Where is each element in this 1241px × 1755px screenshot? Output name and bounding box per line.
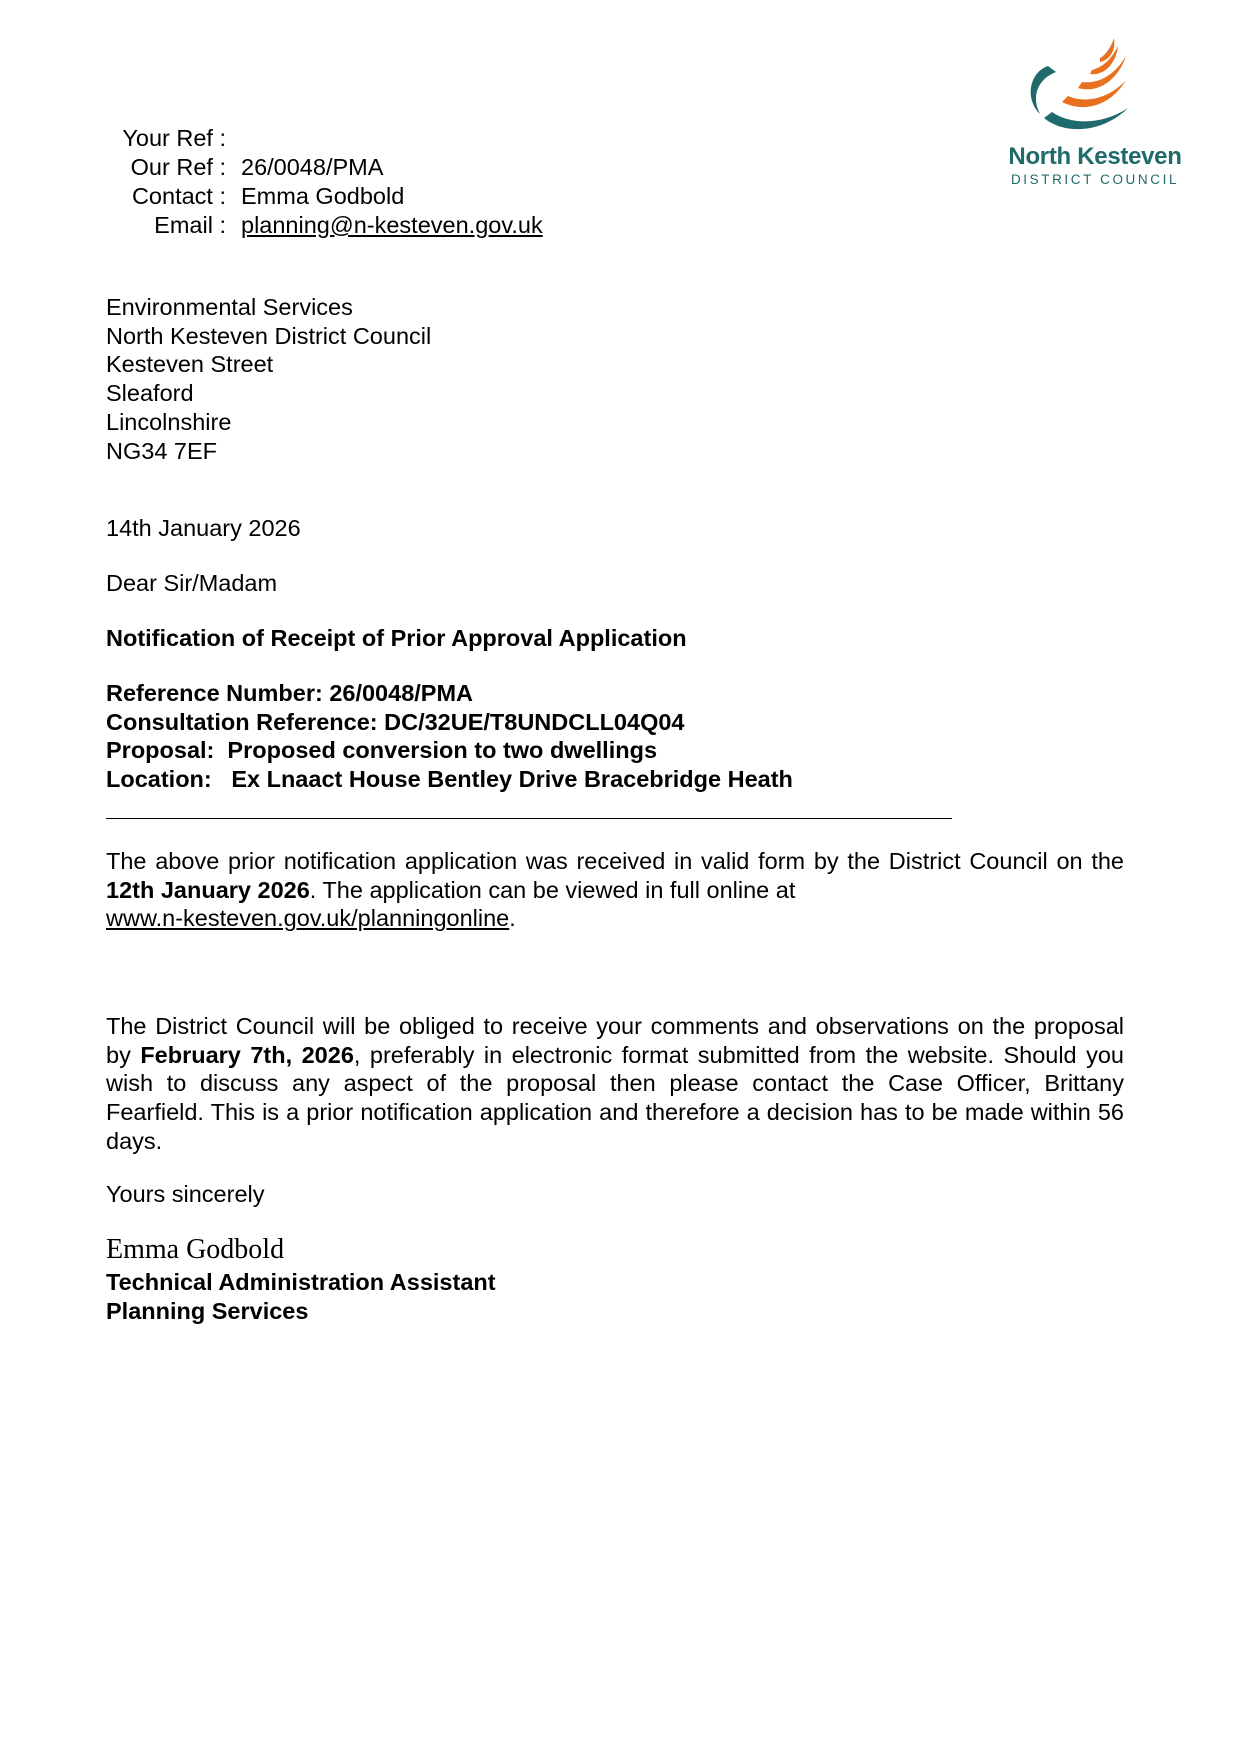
reference-number: Reference Number: 26/0048/PMA: [106, 680, 474, 706]
signatory-title: Technical Administration Assistant: [106, 1269, 496, 1295]
paragraph-text: , preferably in electronic format submitted from the website. Should you wish to discuss any aspect of the proposal then please contact the Case Officer, Brittany Fearfield. This is a prior notification application and therefore a decision has to be made within 56 days.: [106, 1041, 1124, 1154]
signatory-department: Planning Services: [106, 1298, 309, 1324]
paragraph-text: .: [509, 905, 516, 932]
our-ref-label: Our Ref :: [130, 154, 226, 180]
received-date: 12th January 2026: [106, 876, 310, 903]
proposal: Proposal: Proposed conversion to two dwellings: [106, 737, 658, 763]
email-link[interactable]: planning@n-kesteven.gov.uk: [241, 212, 543, 238]
comments-paragraph: [106, 1012, 1124, 1156]
your-ref-row: [106, 124, 543, 153]
address-line: North Kesteven District Council: [106, 322, 432, 349]
paragraph-text: The District Council will be obliged to receive your comments and observations on the proposal by: [106, 1013, 1124, 1068]
logo-name: North Kesteven: [1008, 143, 1182, 170]
reference-block: [106, 124, 543, 240]
our-ref-value: 26/0048/PMA: [241, 154, 384, 180]
letter-heading: Notification of Receipt of Prior Approval Application: [106, 625, 687, 651]
address-line: Kesteven Street: [106, 351, 274, 378]
email-row: [106, 211, 543, 240]
council-logo: [1000, 36, 1190, 192]
address-line: Environmental Services: [106, 294, 353, 320]
application-details: [106, 679, 793, 793]
consultation-reference: Consultation Reference: DC/32UE/T8UNDCLL04Q04: [106, 708, 685, 735]
comment-deadline: February 7th, 2026: [140, 1041, 354, 1068]
swirl-logo-icon: [1000, 36, 1190, 141]
contact-row: [106, 182, 543, 211]
contact-value: Emma Godbold: [241, 183, 405, 209]
letter-date: 14th January 2026: [106, 515, 301, 541]
closing: Yours sincerely: [106, 1181, 265, 1207]
contact-label: Contact :: [131, 183, 226, 209]
recipient-address: [106, 293, 431, 465]
your-ref-label: Your Ref :: [122, 125, 226, 151]
location: Location: Ex Lnaact House Bentley Drive Bracebridge Heath: [106, 765, 793, 792]
our-ref-row: [106, 153, 543, 182]
address-line: Sleaford: [106, 380, 194, 407]
received-paragraph: [106, 847, 1124, 933]
salutation: Dear Sir/Madam: [106, 570, 278, 596]
logo-subtitle: DISTRICT COUNCIL: [1010, 172, 1180, 187]
paragraph-text: . The application can be viewed in full online at: [309, 876, 796, 903]
planning-online-link[interactable]: www.n-kesteven.gov.uk/planningonline: [106, 905, 510, 932]
email-label: Email :: [154, 212, 226, 238]
divider: [106, 818, 952, 819]
address-line: NG34 7EF: [106, 437, 218, 464]
address-line: Lincolnshire: [106, 408, 232, 435]
signature: Emma Godbold: [106, 1234, 285, 1265]
paragraph-text: The above prior notification application was received in valid form by the District Council on the: [106, 848, 1124, 874]
